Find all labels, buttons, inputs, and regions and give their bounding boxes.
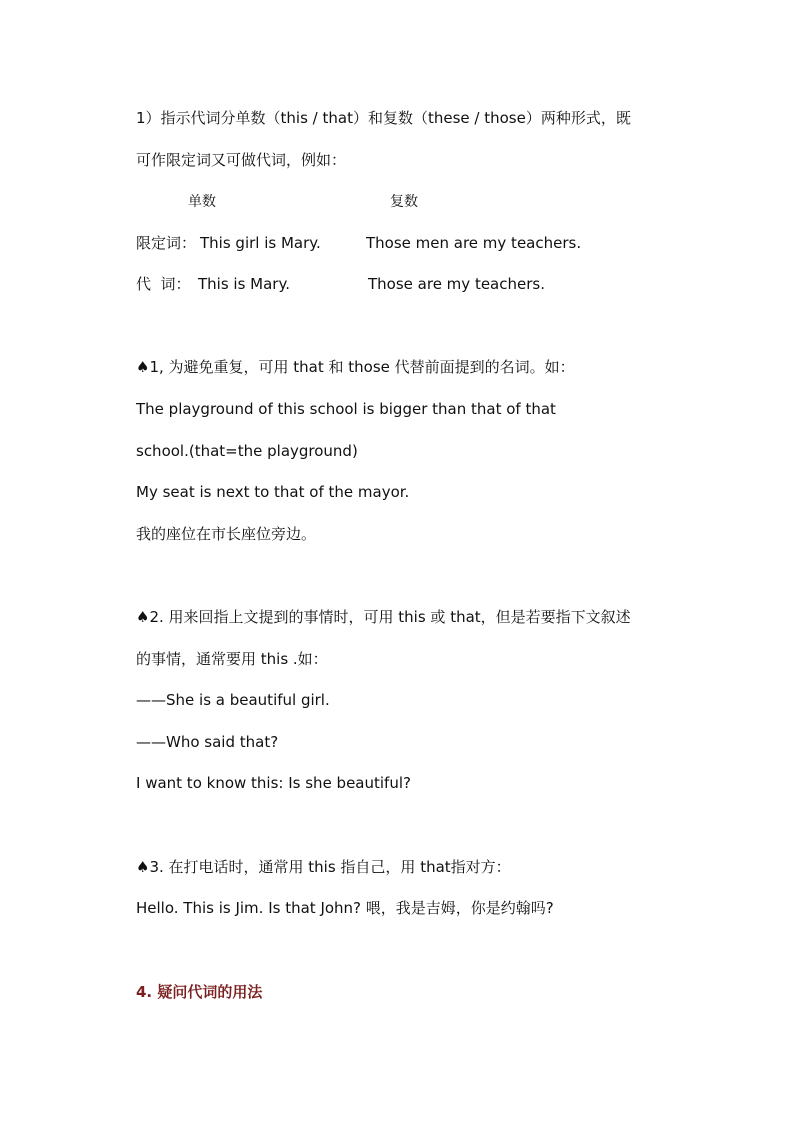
- point1-title: ♠1, 为避免重复，可用 that 和 those 代替前面提到的名词。如：: [136, 358, 575, 376]
- point2-dialog2: ——Who said that?: [136, 733, 279, 751]
- point1-translation2: 我的座位在市长座位旁边。: [136, 525, 317, 543]
- point1-example-line1: The playground of this school is bigger than that of that: [136, 400, 556, 418]
- point1-example-line2: school.(that=the playground): [136, 442, 358, 460]
- intro-line-1: 1）指示代词分单数（this / that）和复数（these / those）两种形式，既: [136, 109, 631, 127]
- row-label-determiner: 限定词：: [136, 234, 197, 252]
- point1-example2: My seat is next to that of the mayor.: [136, 483, 410, 501]
- point3-title: ♠3. 在打电话时，通常用 this 指自己，用 that指对方：: [136, 858, 511, 876]
- row-determiner-singular: This girl is Mary.: [200, 234, 321, 252]
- header-singular: 单数: [188, 194, 216, 210]
- intro-line-2: 可作限定词又可做代词，例如：: [136, 151, 347, 169]
- row-determiner-plural: Those men are my teachers.: [366, 234, 582, 252]
- point3-example: Hello. This is Jim. Is that John? 喂，我是吉姆，你是约翰吗?: [136, 899, 554, 917]
- point2-dialog3: I want to know this: Is she beautiful?: [136, 774, 411, 792]
- row-pronoun-plural: Those are my teachers.: [368, 275, 545, 293]
- point2-title-line2: 的事情，通常要用 this .如：: [136, 650, 328, 668]
- row-pronoun-singular: This is Mary.: [198, 275, 290, 293]
- point2-dialog1: ——She is a beautiful girl.: [136, 691, 330, 709]
- point2-title-line1: ♠2. 用来回指上文提到的事情时，可用 this 或 that，但是若要指下文叙述: [136, 608, 631, 626]
- header-plural: 复数: [390, 194, 418, 210]
- row-label-pronoun: 代 词：: [136, 275, 191, 293]
- section4-heading: 4. 疑问代词的用法: [136, 983, 263, 1001]
